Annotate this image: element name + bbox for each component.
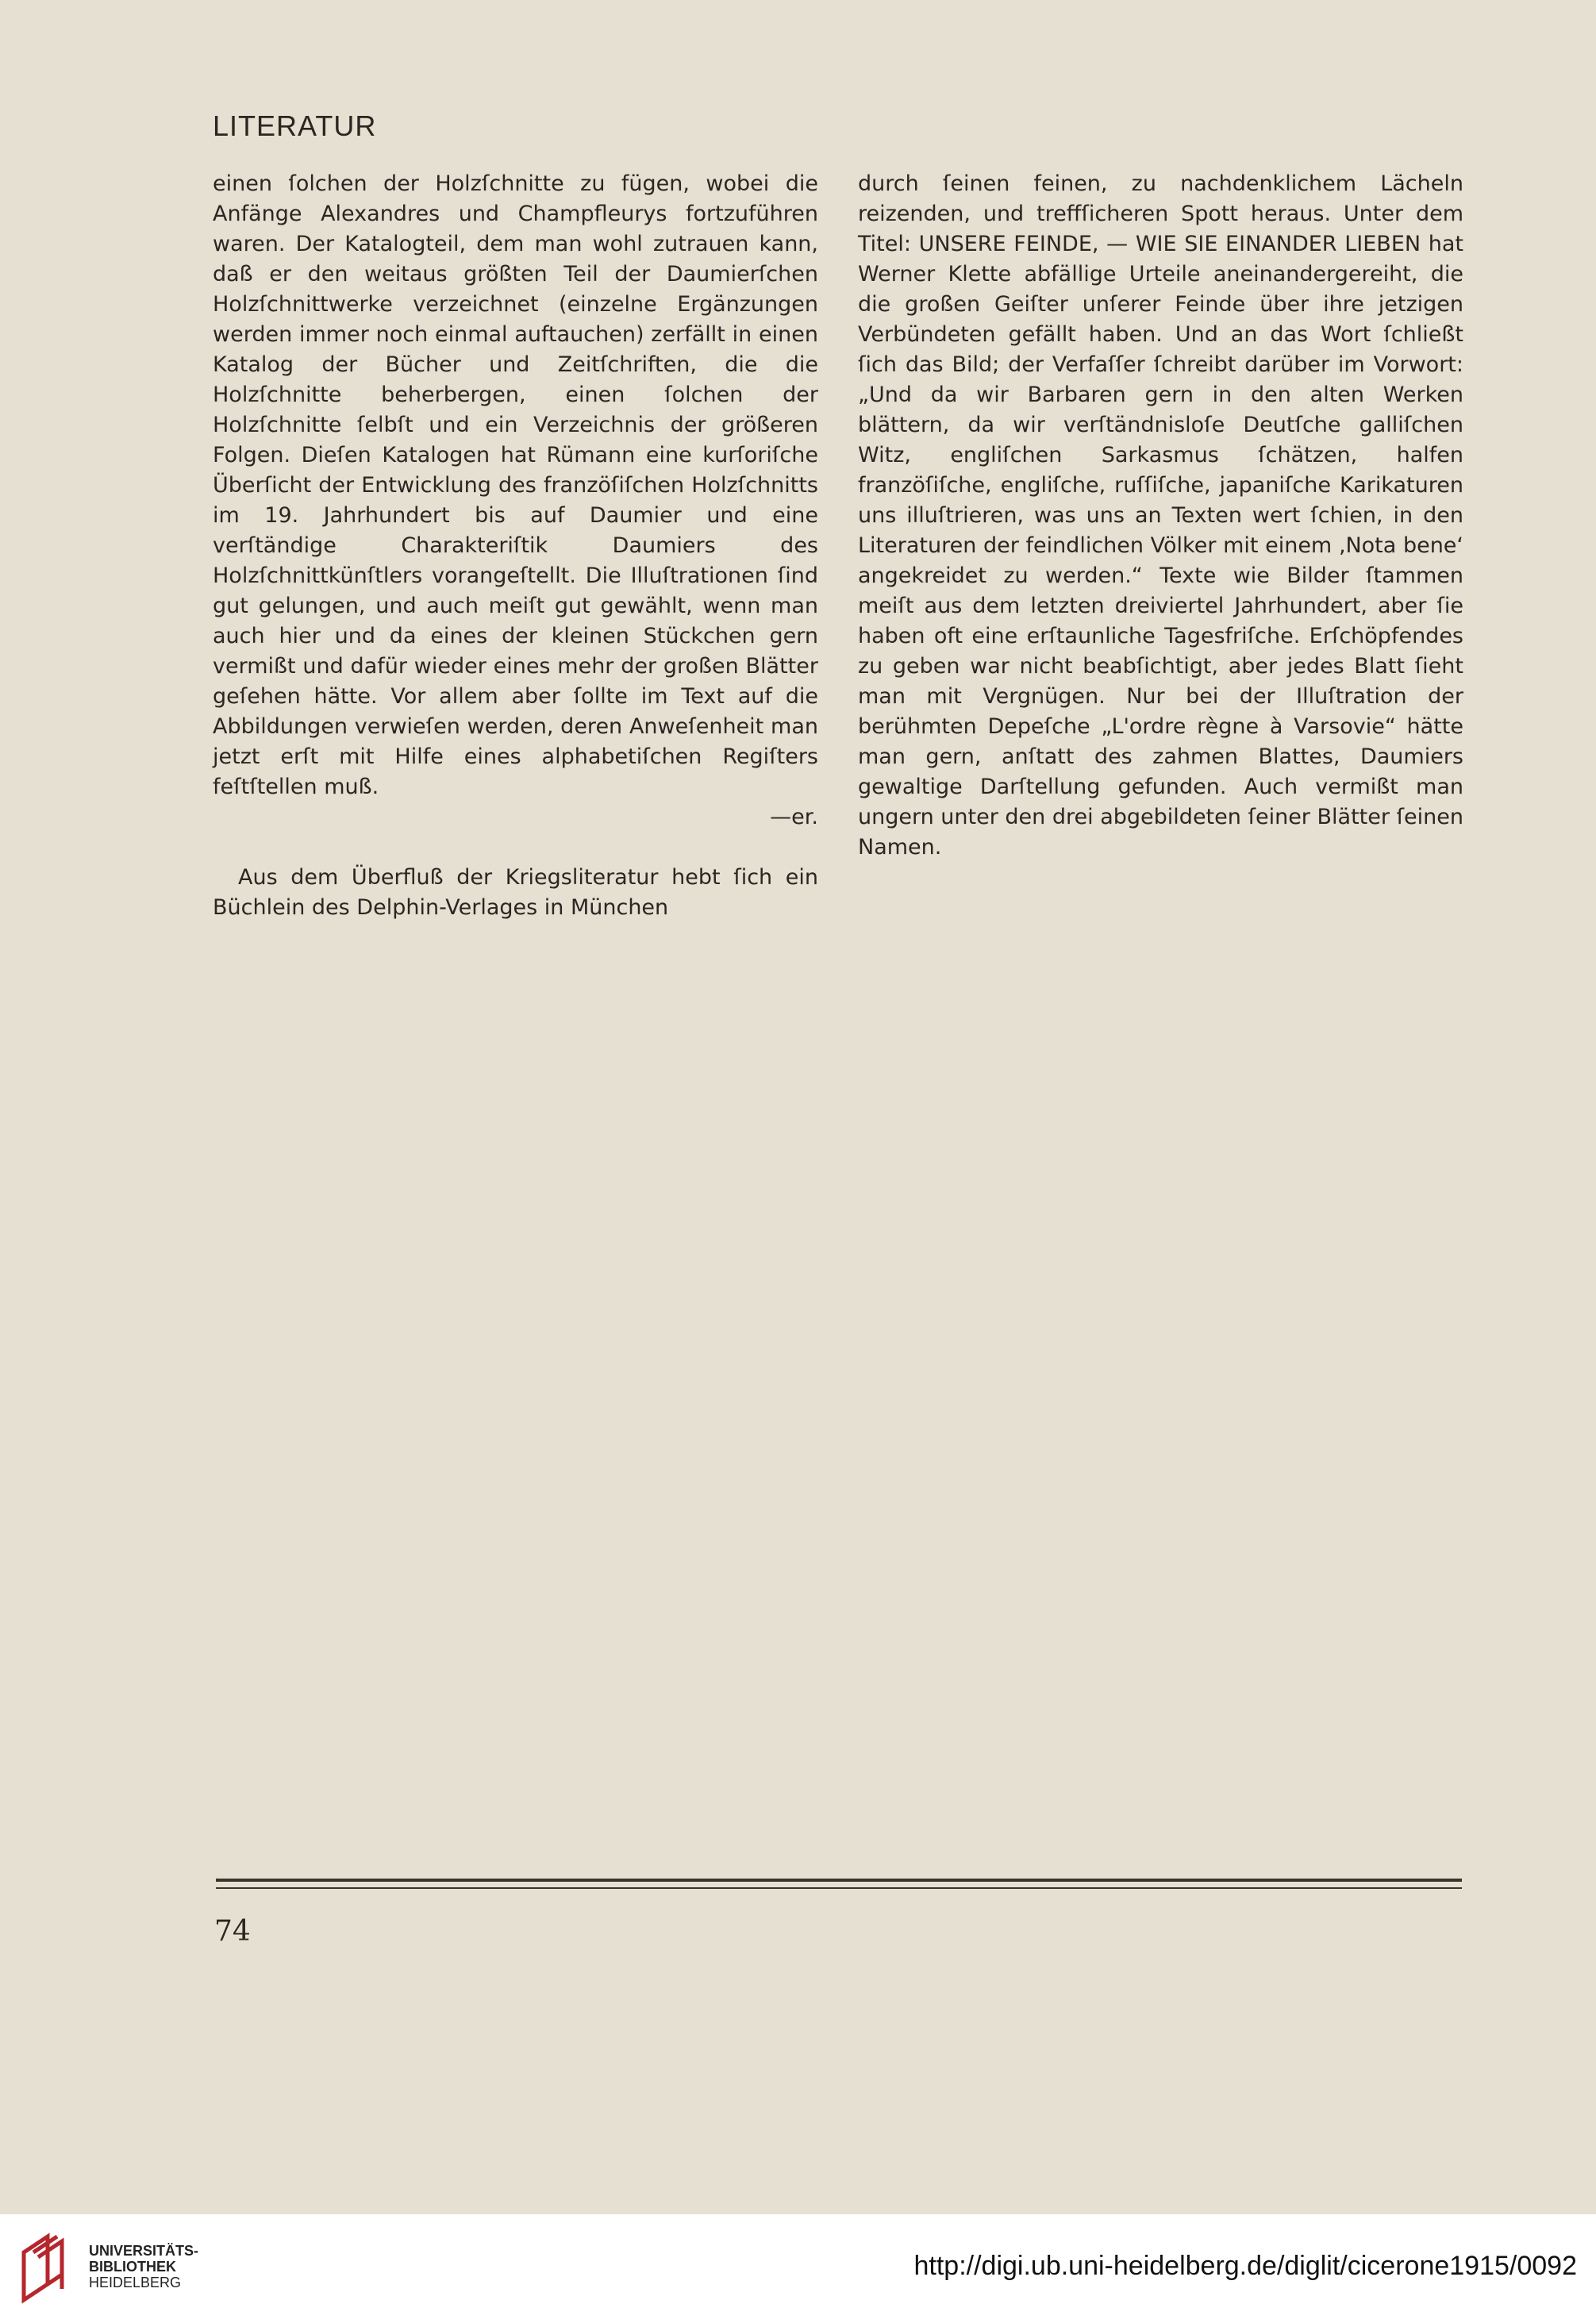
left-column [213,169,818,923]
logo-line-2: BIBLIOTHEK [89,2259,176,2275]
logo-line-1: UNIVERSITÄTS- [89,2243,199,2259]
logo-line-3: HEIDELBERG [89,2275,182,2290]
author-signature: —er. [770,805,818,829]
footer-rule-thick [216,1879,1462,1882]
left-paragraph-1 [213,169,818,833]
library-footer [0,2214,1596,2323]
digital-library-url[interactable]: http://digi.ub.uni-heidelberg.de/diglit/cicerone1915/0092 [913,2251,1577,2281]
left-paragraph-1-text: einen ſolchen der Holzſchnitte zu fügen, wobei die Anfänge Alexandres und Champfleurys fortzuführen waren. Der Katalogteil, dem man wohl zutrauen kann, daß er den weitaus größten Teil der Daumierſchen Holzſchnittwerke verzeichnet (einzelne Ergänzungen werden immer noch einmal auftauchen) zerfällt in einen Katalog der Bücher und Zeitſchriften, die die Holzſchnitte beherbergen, einen ſolchen der Holzſchnitte ſelbſt und ein Verzeichnis der größeren Folgen. Dieſen Katalogen hat Rümann eine kurſoriſche Überſicht der Entwicklung des franzöſiſchen Holzſchnitts im 19. Jahrhundert bis auf Daumier und eine verſtändige Charakteriſtik Daumiers des Holzſchnittkünſtlers vorangeſtellt. Die Illuſtrationen ſind gut gelungen, und auch meiſt gut gewählt, wenn man auch hier und da eines der kleinen Stückchen gern vermißt und dafür wieder eines mehr der großen Blätter geſehen hätte. Vor allem aber ſollte im Text auf die Abbildungen verwieſen werden, deren Anweſenheit man jetzt erſt mit Hilfe eines alphabetiſchen Regiſters feſtſtellen muß. [213,171,818,799]
left-paragraph-2: Aus dem Überfluß der Kriegsliteratur hebt ſich ein Büchlein des Delphin-Verlages in München [213,865,818,920]
right-paragraph-1: durch ſeinen feinen, zu nachdenklichem Lächeln reizenden, und treffſicheren Spott heraus. Unter dem Titel: UNSERE FEINDE, — WIE SIE EINANDER LIEBEN hat Werner Klette abfällige Urteile aneinandergereiht, die die großen Geiſter unſerer Feinde über ihre jetzigen Verbündeten gefällt haben. Und an das Wort ſchließt ſich das Bild; der Verfaſſer ſchreibt darüber im Vorwort: „Und da wir Barbaren gern in den alten Werken blättern, da wir verſtändnisloſe Deutſche galliſchen Witz, engliſchen Sarkasmus ſchätzen, halfen franzöſiſche, engliſche, ruſſiſche, japaniſche Karikaturen uns illuſtrieren, was uns an Texten wert ſchien, in den Literaturen der feindlichen Völker mit einem ‚Nota bene‘ angekreidet zu werden.“ Texte wie Bilder ſtammen meiſt aus dem letzten dreiviertel Jahrhundert, aber ſie haben oft eine erſtaunliche Tagesfriſche. Erſchöpfendes zu geben war nicht beabſichtigt, aber jedes Blatt ſieht man mit Vergnügen. Nur bei der Illuſtration der berühmten Depeſche „L'ordre règne à Varsovie“ hätte man gern, anſtatt des zahmen Blattes, Daumiers gewaltige Darſtellung gefunden. Auch vermißt man ungern unter den drei abgebildeten ſeiner Blätter ſeinen Namen. [858,171,1463,860]
running-head: LITERATUR [213,110,377,142]
right-column [858,169,1463,863]
footer-rule-thin [216,1887,1462,1889]
library-logo-icon[interactable] [16,2229,79,2308]
library-logo-text[interactable] [89,2243,198,2290]
page-number: 74 [214,1915,251,1948]
